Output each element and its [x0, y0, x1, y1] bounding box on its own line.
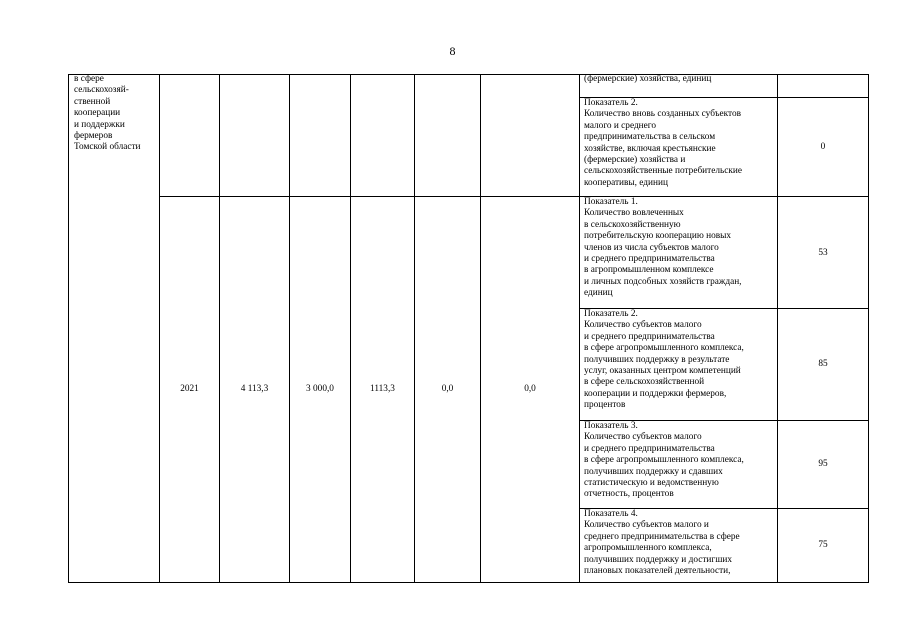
indicator-line: и личных подсобных хозяйств граждан, — [584, 276, 742, 287]
indicator-cell — [584, 98, 776, 189]
total-funding-cell: 4 113,3 — [240, 384, 269, 394]
table-border-right — [868, 74, 869, 583]
indicator-cell — [584, 509, 776, 582]
indicator-line: Количество вновь созданных субъектов — [584, 109, 742, 120]
column-divider — [159, 74, 160, 583]
indicator-line: Количество субъектов малого — [584, 432, 702, 443]
indicator-cell — [584, 197, 776, 300]
program-line: кооперации — [74, 108, 121, 119]
indicator-line: плановых показателей деятельности, — [584, 566, 731, 577]
indicator-line: предпринимательства в сельском — [584, 132, 716, 143]
indicator-line: членов из числа субъектов малого — [584, 242, 719, 253]
indicator-cell — [584, 74, 776, 85]
indicator-line: кооперации и поддержки фермеров, — [584, 388, 727, 399]
column-divider — [289, 74, 290, 583]
indicator-line: в сфере сельскохозяйственной — [584, 377, 705, 388]
indicator-line: Количество субъектов малого — [584, 320, 702, 331]
indicator-line: в сфере агропромышленного комплекса, — [584, 455, 744, 466]
indicator-line: и среднего предпринимательства — [584, 443, 715, 454]
year-cell: 2021 — [180, 384, 199, 394]
indicator-line: кооперативы, единиц — [584, 177, 668, 188]
indicator-line: Количество вовлеченных — [584, 208, 684, 219]
program-cell — [74, 74, 158, 154]
indicator-line: отчетность, процентов — [584, 489, 674, 500]
indicator-value: 85 — [818, 359, 828, 369]
indicator-line: получивших поддержку и сдавших — [584, 466, 723, 477]
column-divider — [350, 74, 351, 583]
indicator-line: в сельскохозяйственную — [584, 219, 681, 230]
indicator-line: Показатель 1. — [584, 197, 638, 207]
indicator-line: малого и среднего — [584, 120, 657, 131]
column-divider — [414, 74, 415, 583]
indicator-line: и среднего предпринимательства — [584, 331, 715, 342]
indicator-line: единиц — [584, 288, 613, 299]
indicator-line: в сфере агропромышленного комплекса, — [584, 343, 744, 354]
indicator-cell — [584, 309, 776, 412]
column-divider — [579, 74, 580, 583]
column-divider — [480, 74, 481, 583]
program-line: фермеров — [74, 131, 113, 142]
program-line: ственной — [74, 96, 111, 107]
indicator-value: 53 — [818, 248, 828, 258]
program-line: в сфере — [74, 74, 104, 84]
page-number: 8 — [449, 44, 456, 58]
indicator-line: статистическую и ведомственную — [584, 478, 719, 489]
local-funding-cell: 0,0 — [441, 384, 454, 394]
indicator-line: сельскохозяйственные потребительские — [584, 166, 742, 177]
regional-funding-cell: 1113,3 — [370, 384, 395, 394]
indicator-cell — [584, 421, 776, 501]
column-divider — [219, 74, 220, 583]
indicator-line: процентов — [584, 400, 626, 411]
table-border-left — [68, 74, 69, 583]
program-line: Томской области — [74, 142, 141, 153]
indicator-line: получивших поддержку и достигших — [584, 554, 732, 565]
indicator-line: хозяйстве, включая крестьянские — [584, 143, 716, 154]
indicator-line: Показатель 2. — [584, 309, 638, 319]
indicator-line: (фермерские) хозяйства, единиц — [584, 74, 712, 84]
program-line: сельскохозяй- — [74, 85, 129, 96]
indicator-line: Показатель 4. — [584, 509, 638, 519]
indicator-line: и среднего предпринимательства — [584, 254, 715, 265]
federal-funding-cell: 3 000,0 — [306, 384, 334, 394]
indicator-line: потребительскую кооперацию новых — [584, 231, 732, 242]
indicator-line: получивших поддержку в результате — [584, 354, 730, 365]
table-border-bottom — [68, 582, 868, 583]
indicator-line: среднего предпринимательства в сфере — [584, 531, 740, 542]
indicator-value: 95 — [818, 459, 828, 469]
indicator-value: 0 — [820, 142, 826, 152]
indicator-line: в агропромышленном комплексе — [584, 265, 714, 276]
indicator-line: Показатель 2. — [584, 98, 638, 108]
indicator-line: услуг, оказанных центром компетенций — [584, 366, 741, 377]
indicator-line: агропромышленного комплекса, — [584, 543, 712, 554]
indicator-line: Показатель 3. — [584, 421, 638, 431]
indicator-line: (фермерские) хозяйства и — [584, 155, 686, 166]
program-line: и поддержки — [74, 119, 125, 130]
indicator-line: Количество субъектов малого и — [584, 520, 709, 531]
other-funding-cell: 0,0 — [524, 384, 536, 394]
indicator-value: 75 — [818, 540, 828, 550]
